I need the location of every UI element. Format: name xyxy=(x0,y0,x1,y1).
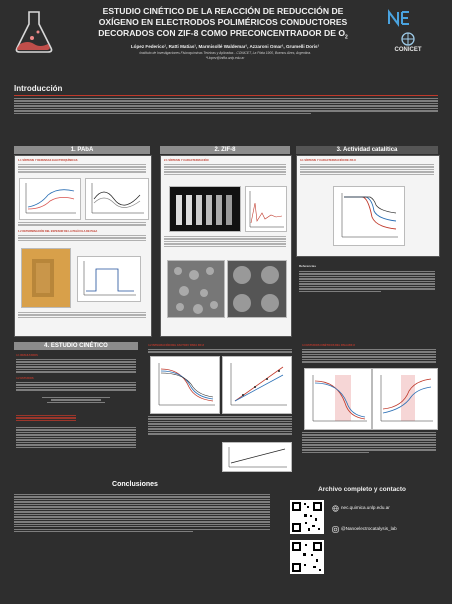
subhead-4d: 4.3 ESTUDIOS CINÉTICOS DEL PAbA/ZIF-8 xyxy=(302,344,355,347)
intro-text-block xyxy=(14,98,438,115)
kinetic-plot-a xyxy=(150,356,220,414)
title-line-3: DECORADOS CON ZIF-8 COMO PRECONCENTRADOR DE $O_2$ xyxy=(98,28,348,41)
title-line-1: ESTUDIO CINÉTICO DE LA REACCIÓN DE REDUCCIÓN DE xyxy=(102,6,344,16)
flask-logo-icon xyxy=(14,10,54,54)
panel-kinetics-mid xyxy=(146,342,294,473)
kinetic-plot-b xyxy=(222,356,292,414)
subhead-1a: 1.1 SÍNTESIS Y DEFENSAS ELECTROQUÍMICAS xyxy=(18,159,78,162)
section-banner-4: 4. ESTUDIO CINÉTICO xyxy=(14,342,138,350)
authors: López Federico¹, Ratti Matías¹, Marmisollé Waldemar¹, Azzaroni Omar¹, Grumelli Doris¹ xyxy=(130,44,320,49)
equation-block xyxy=(34,397,118,415)
text-4b-red xyxy=(16,415,76,422)
profile-plot xyxy=(77,256,141,302)
globe-icon xyxy=(332,505,339,512)
subhead-4b: 4.2 ESTUDIOS xyxy=(16,377,34,380)
poster-title xyxy=(88,6,358,44)
panel-catalytic xyxy=(296,155,440,257)
text-1b xyxy=(18,235,146,242)
text-2a xyxy=(164,164,286,176)
subhead-4a: 4.1 RESULTADOS xyxy=(16,354,38,357)
email: *f.lopez@inifta.unlp.edu.ar xyxy=(205,56,245,60)
conclusions-banner: Conclusiones xyxy=(14,480,256,490)
text-4c xyxy=(16,427,136,449)
text-3a xyxy=(300,164,434,176)
panel-references xyxy=(296,262,438,335)
affiliation: ¹Instituto de Investigaciones Fisicoquímicas Teóricas y Aplicadas - CONICET, La Plata 1900, Buenos Aires, Argentina. xyxy=(138,51,312,55)
sem-image-1 xyxy=(167,260,225,318)
subhead-4c: 4.2 INTEGRACIÓN DEL FACTOR f PARA ZIF-8 xyxy=(148,344,204,347)
panel-kinetics-right xyxy=(300,342,438,473)
instagram-icon xyxy=(332,526,339,533)
panel-paba xyxy=(14,155,152,337)
text-1a-caption xyxy=(18,222,146,227)
text-4b xyxy=(16,382,136,392)
intro-title: Introducción xyxy=(14,84,63,93)
text-1b-caption xyxy=(18,312,146,319)
text-4d xyxy=(302,349,436,364)
section-banner-3: 3. Actividad catalítica xyxy=(296,146,438,154)
panel-zif8 xyxy=(160,155,292,337)
references-title: Referencias xyxy=(299,264,317,268)
text-4a xyxy=(16,359,136,374)
conclusions-text xyxy=(14,494,270,534)
subhead-3a: 3.1 SÍNTESIS Y CARACTERIZACIÓN DE ZIF-8 xyxy=(300,159,356,162)
text-1a xyxy=(18,164,146,174)
qr-code-icon-2[interactable] xyxy=(290,540,324,574)
subhead-1b: 1.2 DETERMINACIÓN DEL ESPESOR DE LA PELÍCULA DE PAbA xyxy=(18,230,98,233)
conicet-label: CONICET xyxy=(394,47,422,53)
cv-plot-1 xyxy=(19,178,81,220)
panel-kinetics-left xyxy=(14,351,138,473)
subhead-2a: 2.1 SÍNTESIS Y CARACTERIZACIÓN xyxy=(164,159,209,162)
qr-code-icon[interactable] xyxy=(290,500,324,534)
title-line-2: OXÍGENO EN ELECTRODOS POLIMÉRICOS CONDUCTORES xyxy=(98,17,348,27)
afm-image xyxy=(21,248,71,308)
kinetic-plot-e xyxy=(372,368,438,430)
nec-logo xyxy=(386,8,412,28)
conicet-logo-icon xyxy=(393,32,423,46)
references-list xyxy=(299,271,435,293)
orr-plot xyxy=(333,186,405,246)
text-2b xyxy=(164,236,286,248)
archive-title: Archivo completo y contacto xyxy=(318,486,406,493)
text-4c-mid xyxy=(148,349,292,354)
text-4c-caption xyxy=(148,416,292,436)
section-banner-2: 2. ZIF-8 xyxy=(160,146,290,154)
kinetic-plot-d xyxy=(304,368,372,430)
vials-photo xyxy=(169,186,241,232)
text-4d-caption xyxy=(302,432,436,454)
contact-instagram[interactable]: @Nanoelectrocatalysis_lab xyxy=(341,526,397,531)
cv-plot-2 xyxy=(85,178,149,220)
sem-image-2 xyxy=(227,260,287,318)
contact-website[interactable]: nec.quimica.unlp.edu.ar xyxy=(341,505,390,510)
section-banner-1: 1. PAbA xyxy=(14,146,150,154)
xrd-plot xyxy=(245,186,287,232)
kinetic-plot-c xyxy=(222,442,292,472)
poster-header xyxy=(0,0,452,82)
intro-underline xyxy=(14,95,438,96)
